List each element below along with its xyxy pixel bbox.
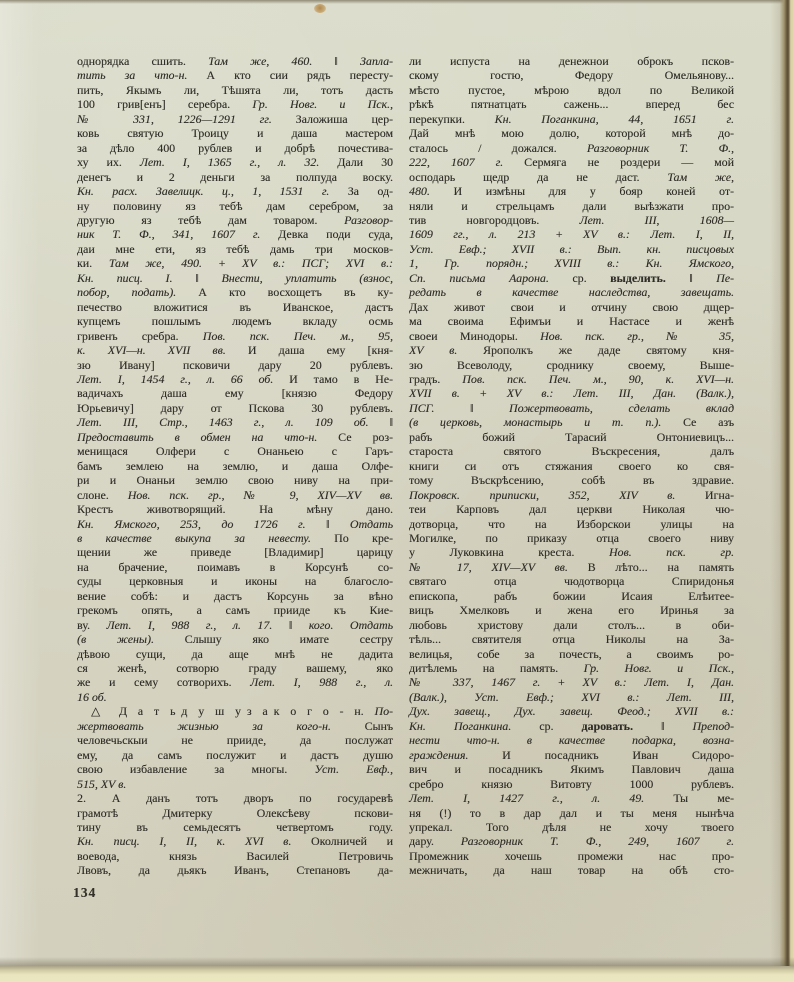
text-line: однорядка сшить. Там же, 460. ‖ Запла- <box>77 54 393 68</box>
text-line: тѣль... святителя отца Николы на За- <box>409 632 734 647</box>
text-line: ся женѣ, сотворю граду вашему, яко <box>77 661 393 676</box>
text-line: упрекал. Того дѣля не хочу твоего <box>409 820 734 835</box>
text-line: рѣкѣ пятнатцать сажень... вперед бес <box>409 97 734 112</box>
text-line: Кн. расх. Завелицк. ц., 1, 1531 г. За од- <box>77 184 393 199</box>
text-line: к. XVI—н. XVII вв. И даша ему [кня- <box>77 343 394 358</box>
text-line: староста святого Въскресения, далъ <box>409 444 734 459</box>
text-line: на брачение, поимавъ в Корсунѣ со- <box>77 559 393 574</box>
text-line: ву. Лет. I, 988 г., л. 17. ‖ кого. Отдать <box>77 617 393 632</box>
text-line: грамотѣ Дмитерку Олексѣеву пскови- <box>77 805 393 820</box>
text-line: вение собѣ: и дастъ Корсунь за вѣно <box>77 588 393 603</box>
text-column-left <box>77 54 393 878</box>
text-line: 100 грив[енъ] серебра. Гр. Новг. и Пск., <box>77 97 393 112</box>
page-bottom-shadow <box>0 957 794 966</box>
text-line: дару. Разговорник Т. Ф., 249, 1607 г. <box>409 834 734 849</box>
text-line: менищася Олфери с Онаньею с Гаръ- <box>77 444 393 459</box>
text-line: ну половину яз тебѣ дам серебром, за <box>77 198 393 213</box>
text-line: Лет. I, 1427 г., л. 49. Ты ме- <box>409 791 734 806</box>
text-line: градъ. Пов. пск. Печ. м., 90, к. XVI—н. <box>409 371 734 386</box>
text-line: Юрьевичу] дару от Пскова 30 рублевъ. <box>77 400 393 415</box>
text-line: Лет. I, 1454 г., л. 66 об. И тамо в Не- <box>77 371 393 386</box>
text-line: слоне. Нов. пск. гр., № 9, XIV—XV вв. <box>77 487 393 502</box>
text-column-right <box>409 54 734 878</box>
text-line: тину въ семьдесятъ четвертомъ году. <box>77 820 393 835</box>
text-line: гривенъ сребра. Пов. пск. Печ. м., 95, <box>77 328 393 343</box>
paper-stain <box>314 4 326 13</box>
text-line: ри и Онаньи землю свою ниву на при- <box>77 473 393 488</box>
text-line: 480. И измѣны для у бояр коней от- <box>409 184 734 199</box>
text-line: тому Въскрѣсению, собѣ въ здравие. <box>409 473 734 488</box>
text-line: 1609 гг., л. 213 + XV в.: Лет. I, II, <box>409 227 735 242</box>
text-line: епископа, рабъ божии Исаия Елѣитее- <box>409 588 734 603</box>
text-line: в качестве выкупа за невесту. По кре- <box>77 530 393 545</box>
text-line: 515, XV в. <box>77 776 127 791</box>
text-line: бамъ землею на землю, и даша Олфе- <box>77 458 393 473</box>
text-line: XV в. Ярополкъ же даде святому кня- <box>409 343 734 358</box>
text-line: Могилке, по приказу отца своего ниву <box>409 530 734 545</box>
text-line: печество вложитися въ Иванское, дастъ <box>77 299 393 314</box>
text-line: грекомъ опять, а самъ прииде къ Кие- <box>77 603 393 618</box>
text-line: пить, Якымъ ли, Тѣшята ли, тотъ дасть <box>77 82 393 97</box>
text-line: щении же приведе [Владимир] царицу <box>77 545 393 560</box>
text-line: у Луковкина креста. Нов. пск. гр. <box>409 545 734 560</box>
text-line: ки. Там же, 490. + XV в.: ПСГ; XVI в.: <box>77 256 394 271</box>
text-line: Предоставить в обмен на что-н. Се роз- <box>77 429 393 444</box>
text-line: книги си отъ стяжания своего ко свя- <box>409 458 734 473</box>
text-line: Кн. писц. I, II, к. XVI в. Околничей и <box>77 834 393 849</box>
text-line: 16 об. <box>77 689 107 704</box>
text-line: мѣсто пустое, мѣрою вдол по Великой <box>409 82 734 97</box>
text-line: вич и посадникъ Якимъ Павлович даша <box>409 762 734 777</box>
text-columns <box>77 54 734 878</box>
text-line: вадичахъ даша ему [князю Федору <box>77 386 393 401</box>
text-line: любовь христову дали столъ... в оби- <box>409 617 734 632</box>
text-line: же и сему сотворихъ. Лет. I, 988 г., л. <box>77 675 393 690</box>
text-line: рабъ божий Тарасий Онтониевицъ... <box>409 429 734 444</box>
text-line: другую яз тебѣ дам товаром. Разговор- <box>77 212 393 227</box>
text-line: № 337, 1467 г. + XV в.: Лет. I, Дан. <box>409 675 734 690</box>
text-line: межничать, да наш товар на обѣ сто- <box>409 863 734 878</box>
text-line: своеи Минодоры. Нов. пск. гр., № 35, <box>409 328 734 343</box>
text-line: (в церковь, монастырь и т. п.). Се азъ <box>409 415 734 430</box>
text-line: жертвовать жизнью за кого-н. Сынъ <box>77 718 393 733</box>
text-line: 222, 1607 г. Сермяга не роздери — мой <box>409 155 734 170</box>
text-line: ПСГ. ‖ Пожертвовать, сделать вклад <box>409 400 734 415</box>
text-line: осподарь щедр да не даст. Там же, <box>409 169 735 184</box>
page-bottom-edge <box>0 966 794 982</box>
text-line: редать в качестве наследства, завещать. <box>409 285 734 300</box>
text-line: Уст. Евф.; XVII в.: Вып. кн. писцовых <box>409 241 734 256</box>
text-line: ма своима Ефимъи и Настасе и женѣ <box>409 314 734 329</box>
text-line: побор, подать). А кто восхощетъ въ ку- <box>77 285 393 300</box>
text-line: 2. А данъ тотъ дворъ по государевѣ <box>77 791 393 806</box>
text-line: Крестъ животворящий. На мѣну дано. <box>77 502 393 517</box>
text-line: Кн. Поганкина. ср. даровать. ‖ Препод- <box>409 718 734 733</box>
text-line: дотворца, что на Изборскои улицы на <box>409 516 734 531</box>
text-line: ли испуста на денежнои оброкъ псков- <box>409 54 734 68</box>
text-line: Лвовъ, да дьякъ Иванъ, Степановъ да- <box>77 863 393 878</box>
page-top-edge <box>0 0 794 4</box>
text-line: ня (!) то в дар дал и ты меня нынѣча <box>409 805 734 820</box>
text-line: Промежник хочешь промежи нас про- <box>409 848 734 863</box>
text-line: купцемъ пошлымъ людемъ вкладу осмь <box>77 314 393 329</box>
text-line: нести что-н. в качестве подарка, возна- <box>409 733 734 748</box>
text-line: теи Карповъ дал церкви Николая чю- <box>409 502 734 517</box>
text-line: Сп. письма Аарона. ср. выделить. ‖ Пе- <box>409 270 734 285</box>
page-number: 134 <box>73 885 97 900</box>
text-line: дѣвою сущи, да аще мнѣ не дадита <box>77 646 393 661</box>
text-line: свою избавление за многы. Уст. Евф., <box>77 762 393 777</box>
text-line: зю Ивану] псковичи дару 20 рублевъ. <box>77 357 393 372</box>
text-line: (Валк.), Уст. Евф.; XVI в.: Лет. III, <box>409 689 734 704</box>
text-line: ху их. Лет. I, 1365 г., л. 32. Дали 30 <box>77 155 393 170</box>
text-line: Дах живот свои и отчину свою дщер- <box>409 299 734 314</box>
text-line: человечьскыи не прииде, да послужат <box>77 733 393 748</box>
text-line: скому гостю, Федору Омельянову... <box>409 68 734 83</box>
text-line: даи мне ети, яз тебѣ дамь три москов- <box>77 241 393 256</box>
text-line: Лет. III, Стр., 1463 г., л. 109 об. ‖ <box>77 415 393 430</box>
text-line: Кн. Ямского, 253, до 1726 г. ‖ Отдать <box>77 516 393 531</box>
text-line: дитѣлемь на память. Гр. Новг. и Пск., <box>409 661 734 676</box>
text-line: сребро князю Витовту 1000 рублевъ. <box>409 776 734 791</box>
page-right-edge <box>770 0 794 966</box>
text-line: няли и стрельцамъ дали выѣзжати про- <box>409 198 734 213</box>
text-line: № 17, XIV—XV вв. В лѣто... на память <box>409 559 734 574</box>
text-line: святаго отца чюдотворца Спиридонья <box>409 574 734 589</box>
text-line: велицья, собе за почесть, а своимъ ро- <box>409 646 734 661</box>
text-line: Дай мнѣ мою долю, которой мнѣ до- <box>409 126 734 141</box>
text-line: воевода, князь Василей Петровичь <box>77 848 393 863</box>
text-line: Кн. писц. I. ‖ Внести, уплатить (взнос, <box>77 270 393 285</box>
text-line: сталось / дожался. Разговорник Т. Ф., <box>409 140 734 155</box>
text-line: граждения. И посадникъ Иван Сидоро- <box>409 747 734 762</box>
text-line: суды церковныя и иконы на благосло- <box>77 574 393 589</box>
text-line: △ Д а т ь д у ш у з а к о г о - н. По- <box>91 704 393 719</box>
text-line: ник Т. Ф., 341, 1607 г. Девка поди суда, <box>77 227 393 242</box>
text-line: тить за что-н. А кто сии рядъ пересту- <box>77 68 393 83</box>
text-line: (в жены). Слышу яко имате сестру <box>77 632 393 647</box>
text-line: зю Всеволоду, сроднику своему, Выше- <box>409 357 734 372</box>
text-line: ковь святую Троицу и даша мастером <box>77 126 393 141</box>
text-line: за дѣло 400 рублев и добрѣ почестива- <box>77 140 393 155</box>
text-line: Покровск. приписки, 352, XIV в. Игна- <box>409 487 734 502</box>
text-line: ему, да самъ послужит и дастъ душю <box>77 747 393 762</box>
text-line: вицъ Хмелковъ и жена его Иринья за <box>409 603 734 618</box>
text-line: 1, Гр. порядн.; XVIII в.: Кн. Ямского, <box>409 256 734 271</box>
text-line: Дух. завещ., Дух. завещ. Феод.; XVII в.: <box>409 704 734 719</box>
text-line: денегъ и 2 деньги за полпуда воску. <box>77 169 393 184</box>
text-line: № 331, 1226—1291 гг. Заложиша цер- <box>77 111 393 126</box>
text-line: XVII в. + XV в.: Лет. III, Дан. (Валк.), <box>409 386 734 401</box>
text-line: перекупки. Кн. Поганкина, 44, 1651 г. <box>409 111 734 126</box>
text-line: тив новгородцовъ. Лет. III, 1608— <box>409 212 734 227</box>
